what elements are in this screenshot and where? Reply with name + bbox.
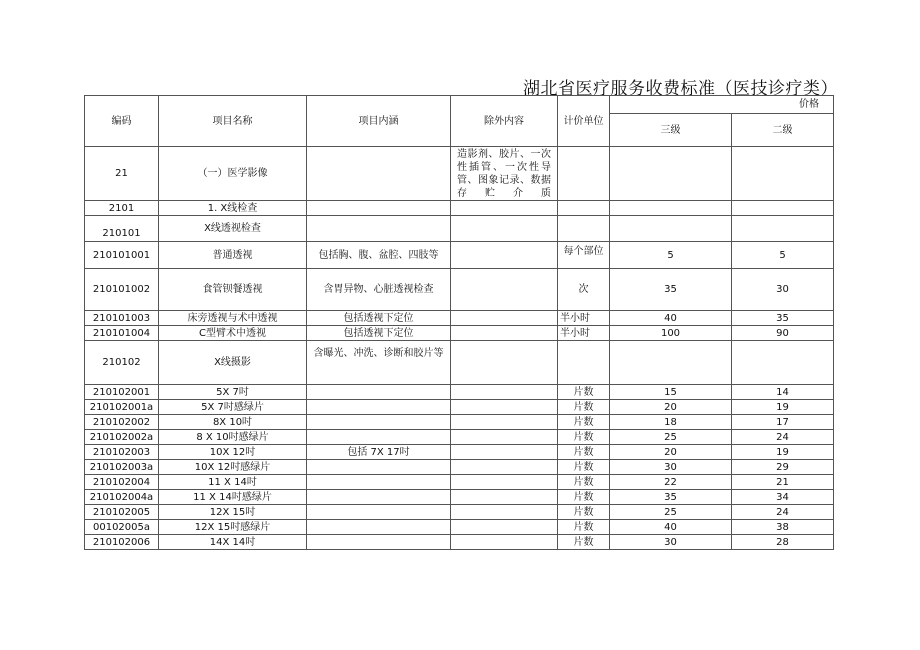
cell-price2: 38: [732, 520, 834, 535]
cell-content: 含曝光、冲洗、诊断和胶片等: [307, 341, 451, 385]
cell-code: 210101002: [85, 269, 159, 311]
cell-name: （一）医学影像: [159, 147, 307, 201]
cell-excluded: [451, 520, 558, 535]
cell-code: 210102005: [85, 505, 159, 520]
cell-price3: 25: [610, 505, 732, 520]
cell-name: 12X 15吋感绿片: [159, 520, 307, 535]
header-unit: 计价单位: [558, 96, 610, 147]
cell-price3: [610, 147, 732, 201]
cell-price2: [732, 147, 834, 201]
cell-unit: 片数: [558, 490, 610, 505]
cell-unit: [558, 147, 610, 201]
cell-excluded: [451, 216, 558, 242]
cell-code: 210102003a: [85, 460, 159, 475]
cell-price3: 30: [610, 460, 732, 475]
cell-content: 包括胸、腹、盆腔、四肢等: [307, 242, 451, 269]
header-excluded: 除外内容: [451, 96, 558, 147]
table-row: [85, 415, 834, 430]
table-row: [85, 490, 834, 505]
table-row: [85, 201, 834, 216]
cell-content: [307, 216, 451, 242]
cell-unit: [558, 341, 610, 385]
cell-excluded: [451, 460, 558, 475]
cell-price3: 35: [610, 490, 732, 505]
cell-price2: [732, 341, 834, 385]
cell-code: 21: [85, 147, 159, 201]
cell-unit: 次: [558, 269, 610, 311]
fee-table: [84, 95, 834, 550]
cell-code: 210102002: [85, 415, 159, 430]
cell-excluded: [451, 201, 558, 216]
cell-code: 210102001a: [85, 400, 159, 415]
cell-price3: 30: [610, 535, 732, 550]
cell-excluded: [451, 269, 558, 311]
cell-code: 2101: [85, 201, 159, 216]
cell-excluded: [451, 475, 558, 490]
cell-price3: 40: [610, 311, 732, 326]
cell-unit: 片数: [558, 475, 610, 490]
cell-unit: 半小时: [558, 311, 610, 326]
cell-price2: 19: [732, 445, 834, 460]
cell-price2: 30: [732, 269, 834, 311]
cell-code: 210102002a: [85, 430, 159, 445]
cell-unit: 片数: [558, 520, 610, 535]
cell-unit: 片数: [558, 430, 610, 445]
cell-name: 床旁透视与术中透视: [159, 311, 307, 326]
cell-unit: 片数: [558, 505, 610, 520]
cell-name: 10X 12吋感绿片: [159, 460, 307, 475]
cell-price3: [610, 216, 732, 242]
cell-code: 210102: [85, 341, 159, 385]
cell-unit: 片数: [558, 535, 610, 550]
cell-excluded: [451, 535, 558, 550]
cell-price2: 14: [732, 385, 834, 400]
cell-name: 8 X 10吋感绿片: [159, 430, 307, 445]
cell-content: [307, 147, 451, 201]
cell-price2: 28: [732, 535, 834, 550]
table-row: [85, 147, 834, 201]
table-row: [85, 460, 834, 475]
cell-price3: 22: [610, 475, 732, 490]
cell-unit: 片数: [558, 460, 610, 475]
cell-price2: 17: [732, 415, 834, 430]
cell-name: 12X 15吋: [159, 505, 307, 520]
table-row: [85, 242, 834, 269]
cell-content: 包括透视下定位: [307, 311, 451, 326]
header-level3: 三级: [610, 114, 732, 147]
cell-content: [307, 535, 451, 550]
table-row: [85, 535, 834, 550]
cell-code: 210102004: [85, 475, 159, 490]
cell-price3: 20: [610, 400, 732, 415]
cell-unit: 片数: [558, 400, 610, 415]
header-content: 项目内涵: [307, 96, 451, 147]
cell-price2: 29: [732, 460, 834, 475]
cell-code: 210101004: [85, 326, 159, 341]
table-row: [85, 400, 834, 415]
cell-unit: 半小时: [558, 326, 610, 341]
cell-content: [307, 385, 451, 400]
cell-price2: 19: [732, 400, 834, 415]
cell-price3: [610, 341, 732, 385]
table-row: [85, 445, 834, 460]
cell-code: 210101003: [85, 311, 159, 326]
cell-price2: 34: [732, 490, 834, 505]
cell-name: 5X 7吋感绿片: [159, 400, 307, 415]
table-row: [85, 216, 834, 242]
cell-name: 普通透视: [159, 242, 307, 269]
cell-content: [307, 400, 451, 415]
cell-code: 210101001: [85, 242, 159, 269]
table-row: [85, 326, 834, 341]
cell-name: C型臂术中透视: [159, 326, 307, 341]
cell-price2: 5: [732, 242, 834, 269]
cell-excluded: [451, 385, 558, 400]
cell-excluded: [451, 400, 558, 415]
header-price: 价格: [610, 96, 834, 114]
cell-name: 11 X 14吋感绿片: [159, 490, 307, 505]
cell-unit: [558, 201, 610, 216]
cell-price3: 5: [610, 242, 732, 269]
cell-price3: 35: [610, 269, 732, 311]
table-row: [85, 311, 834, 326]
cell-name: 11 X 14吋: [159, 475, 307, 490]
cell-name: 食管钡餐透视: [159, 269, 307, 311]
cell-unit: 每个部位: [558, 242, 610, 269]
cell-excluded: [451, 430, 558, 445]
cell-content: [307, 520, 451, 535]
cell-excluded: [451, 505, 558, 520]
cell-name: 5X 7吋: [159, 385, 307, 400]
header-level2: 二级: [732, 114, 834, 147]
cell-excluded: [451, 415, 558, 430]
cell-unit: 片数: [558, 385, 610, 400]
cell-excluded: [451, 311, 558, 326]
cell-excluded: [451, 341, 558, 385]
cell-unit: 片数: [558, 415, 610, 430]
cell-content: [307, 460, 451, 475]
cell-code: 210102001: [85, 385, 159, 400]
cell-excluded: [451, 326, 558, 341]
cell-code: 210102006: [85, 535, 159, 550]
table-row: [85, 269, 834, 311]
header-row-1: [85, 96, 834, 114]
cell-price3: 15: [610, 385, 732, 400]
cell-content: [307, 490, 451, 505]
header-code: 编码: [85, 96, 159, 147]
header-name: 项目名称: [159, 96, 307, 147]
cell-content: [307, 475, 451, 490]
cell-price3: 20: [610, 445, 732, 460]
cell-excluded: [451, 490, 558, 505]
cell-price2: 24: [732, 430, 834, 445]
cell-content: [307, 505, 451, 520]
cell-excluded: [451, 445, 558, 460]
document-title: 湖北省医疗服务收费标准（医技诊疗类）: [523, 79, 838, 99]
cell-price2: [732, 216, 834, 242]
cell-code: 210102004a: [85, 490, 159, 505]
cell-content: [307, 430, 451, 445]
cell-content: 含胃异物、心脏透视检查: [307, 269, 451, 311]
cell-price3: [610, 201, 732, 216]
cell-name: 1. X线检查: [159, 201, 307, 216]
cell-content: 包括 7X 17吋: [307, 445, 451, 460]
cell-name: 8X 10吋: [159, 415, 307, 430]
cell-price2: 35: [732, 311, 834, 326]
cell-price3: 25: [610, 430, 732, 445]
cell-unit: 片数: [558, 445, 610, 460]
cell-name: X线透视检查: [159, 216, 307, 242]
cell-excluded: [451, 242, 558, 269]
cell-unit: [558, 216, 610, 242]
cell-name: 10X 12吋: [159, 445, 307, 460]
cell-code: 210102003: [85, 445, 159, 460]
cell-code: 210101: [85, 216, 159, 242]
table-row: [85, 520, 834, 535]
table-row: [85, 385, 834, 400]
cell-content: 包括透视下定位: [307, 326, 451, 341]
table-row: [85, 475, 834, 490]
table-row: [85, 341, 834, 385]
cell-price2: 90: [732, 326, 834, 341]
cell-code: 00102005a: [85, 520, 159, 535]
cell-price2: [732, 201, 834, 216]
table-row: [85, 430, 834, 445]
cell-excluded: 造影剂、胶片、一次性插管、一次性导管、图象记录、数据存贮介质: [451, 147, 558, 201]
table-row: [85, 505, 834, 520]
cell-price3: 100: [610, 326, 732, 341]
cell-price2: 21: [732, 475, 834, 490]
cell-price3: 40: [610, 520, 732, 535]
cell-name: X线摄影: [159, 341, 307, 385]
cell-name: 14X 14吋: [159, 535, 307, 550]
cell-content: [307, 415, 451, 430]
cell-content: [307, 201, 451, 216]
cell-price3: 18: [610, 415, 732, 430]
cell-price2: 24: [732, 505, 834, 520]
